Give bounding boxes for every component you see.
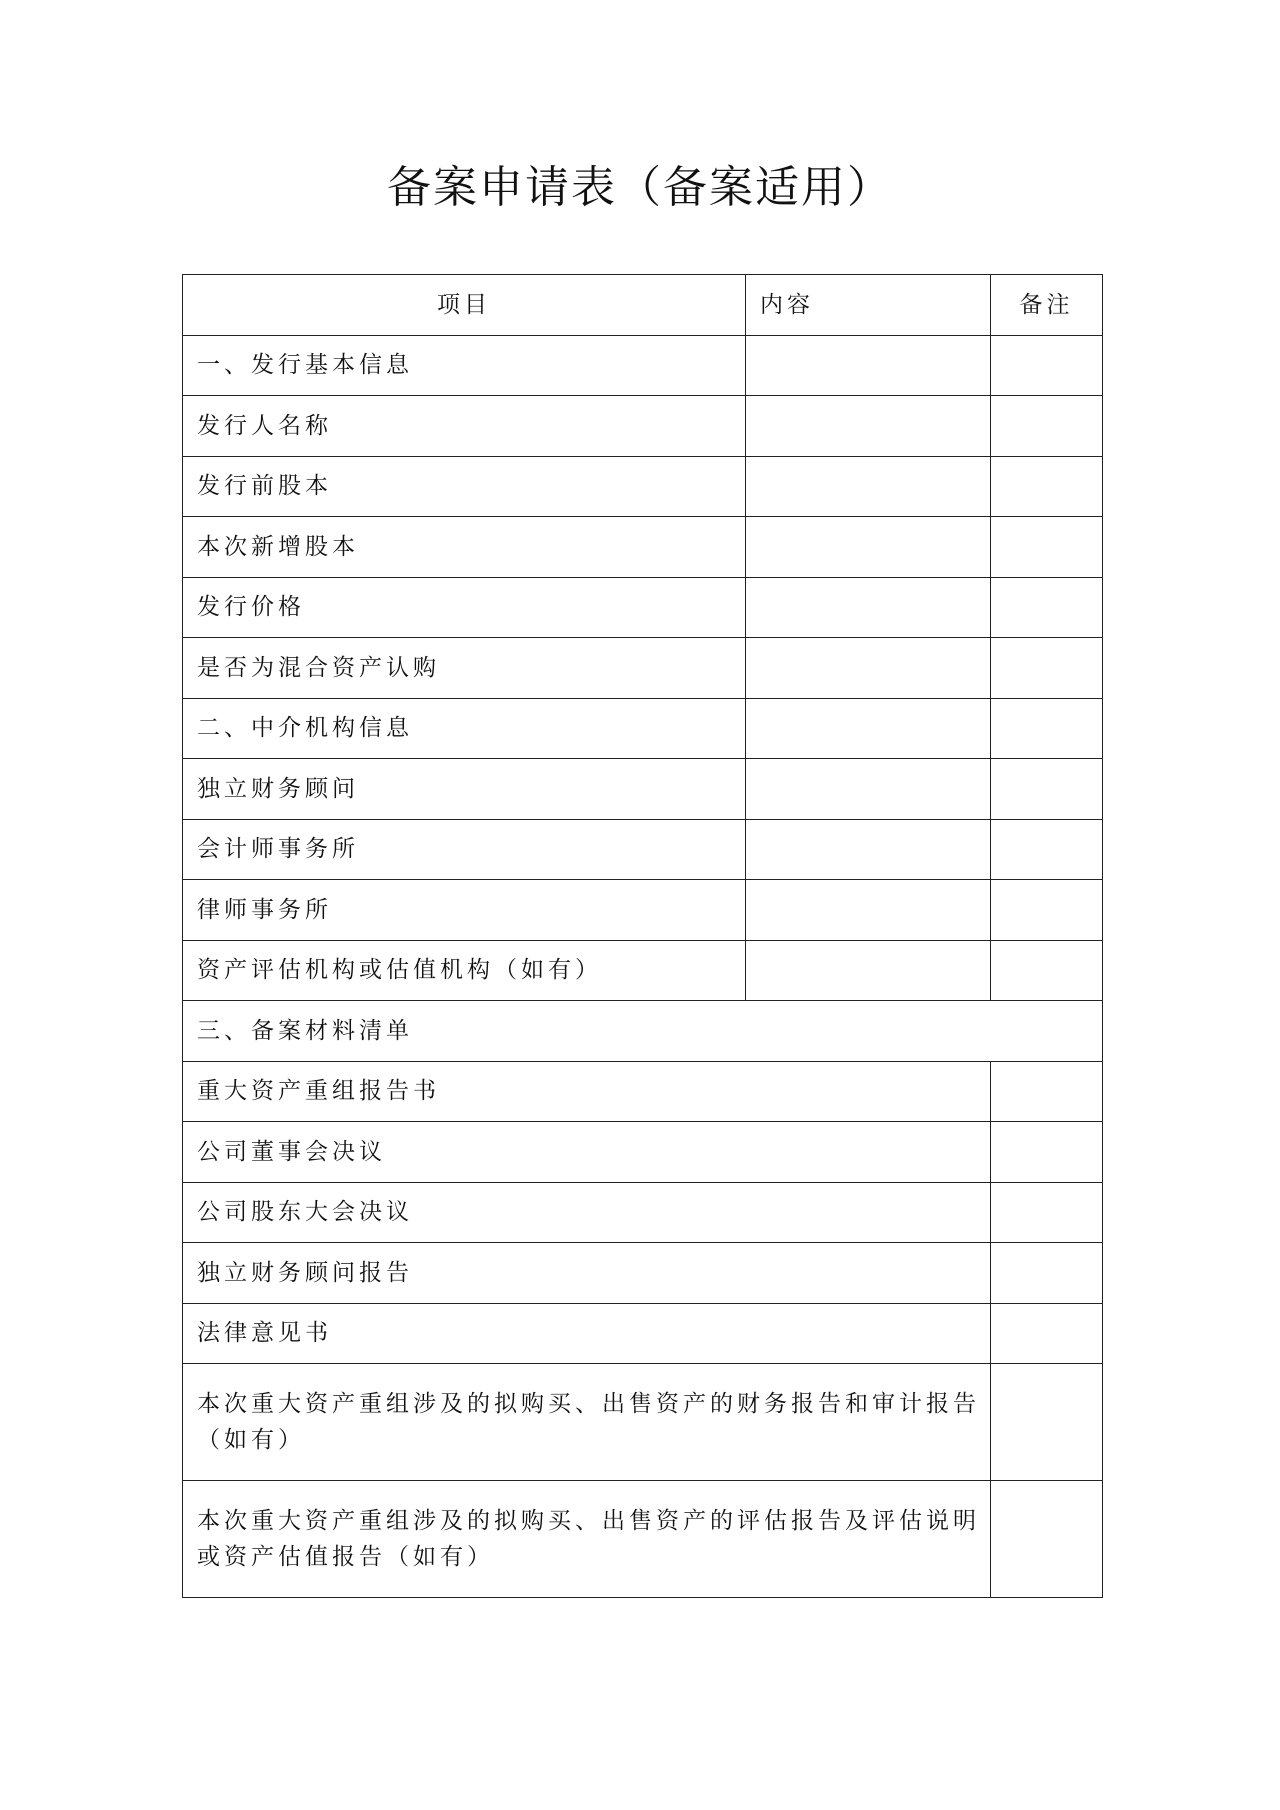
section-heading-row xyxy=(183,1001,1103,1062)
content-cell xyxy=(746,940,991,1001)
row-label: 公司股东大会决议 xyxy=(183,1182,991,1243)
header-content: 内容 xyxy=(746,275,991,336)
filing-application-table xyxy=(182,274,1103,1598)
content-cell xyxy=(746,577,991,638)
content-cell xyxy=(746,819,991,880)
remark-cell xyxy=(991,1364,1103,1481)
page-title: 备案申请表（备案适用） xyxy=(387,162,893,213)
row-label: 独立财务顾问报告 xyxy=(183,1243,991,1304)
table-row xyxy=(183,819,1103,880)
table-row xyxy=(183,940,1103,1001)
table-row xyxy=(183,638,1103,699)
row-label: 公司董事会决议 xyxy=(183,1122,991,1183)
row-label: 发行价格 xyxy=(183,577,746,638)
remark-cell xyxy=(991,1303,1103,1364)
section-heading-row xyxy=(183,335,1103,396)
remark-cell xyxy=(991,1061,1103,1122)
remark-cell xyxy=(991,759,1103,820)
content-cell xyxy=(746,698,991,759)
content-cell xyxy=(746,517,991,578)
remark-cell xyxy=(991,517,1103,578)
remark-cell xyxy=(991,698,1103,759)
section-heading-row xyxy=(183,698,1103,759)
row-label: 会计师事务所 xyxy=(183,819,746,880)
table-row xyxy=(183,1243,1103,1304)
content-cell xyxy=(746,396,991,457)
row-label: 发行前股本 xyxy=(183,456,746,517)
remark-cell xyxy=(991,1243,1103,1304)
row-label: 法律意见书 xyxy=(183,1303,991,1364)
remark-cell xyxy=(991,1182,1103,1243)
remark-cell xyxy=(991,940,1103,1001)
header-item: 项目 xyxy=(183,275,746,336)
content-cell xyxy=(746,638,991,699)
table-row xyxy=(183,517,1103,578)
remark-cell xyxy=(991,335,1103,396)
table-row xyxy=(183,1481,1103,1598)
section-heading: 二、中介机构信息 xyxy=(183,698,746,759)
table-header-row xyxy=(183,275,1103,336)
table-row xyxy=(183,759,1103,820)
section-heading: 一、发行基本信息 xyxy=(183,335,746,396)
remark-cell xyxy=(991,456,1103,517)
table-row xyxy=(183,577,1103,638)
remark-cell xyxy=(991,577,1103,638)
table-row xyxy=(183,1364,1103,1481)
section-heading: 三、备案材料清单 xyxy=(183,1001,1103,1062)
content-cell xyxy=(746,759,991,820)
header-remark: 备注 xyxy=(991,275,1103,336)
table-row xyxy=(183,880,1103,941)
row-label: 独立财务顾问 xyxy=(183,759,746,820)
content-cell xyxy=(746,880,991,941)
row-label: 资产评估机构或估值机构（如有） xyxy=(183,940,746,1001)
content-cell xyxy=(746,456,991,517)
remark-cell xyxy=(991,638,1103,699)
table-row xyxy=(183,1122,1103,1183)
row-label: 发行人名称 xyxy=(183,396,746,457)
table-row xyxy=(183,1061,1103,1122)
row-label: 律师事务所 xyxy=(183,880,746,941)
row-label: 重大资产重组报告书 xyxy=(183,1061,991,1122)
content-cell xyxy=(746,335,991,396)
row-label: 本次重大资产重组涉及的拟购买、出售资产的财务报告和审计报告（如有） xyxy=(183,1364,991,1481)
row-label: 本次重大资产重组涉及的拟购买、出售资产的评估报告及评估说明或资产估值报告（如有） xyxy=(183,1481,991,1598)
table-row xyxy=(183,1303,1103,1364)
remark-cell xyxy=(991,880,1103,941)
remark-cell xyxy=(991,396,1103,457)
row-label: 本次新增股本 xyxy=(183,517,746,578)
remark-cell xyxy=(991,1481,1103,1598)
table-row xyxy=(183,396,1103,457)
row-label: 是否为混合资产认购 xyxy=(183,638,746,699)
table-row xyxy=(183,456,1103,517)
table-row xyxy=(183,1182,1103,1243)
remark-cell xyxy=(991,819,1103,880)
remark-cell xyxy=(991,1122,1103,1183)
